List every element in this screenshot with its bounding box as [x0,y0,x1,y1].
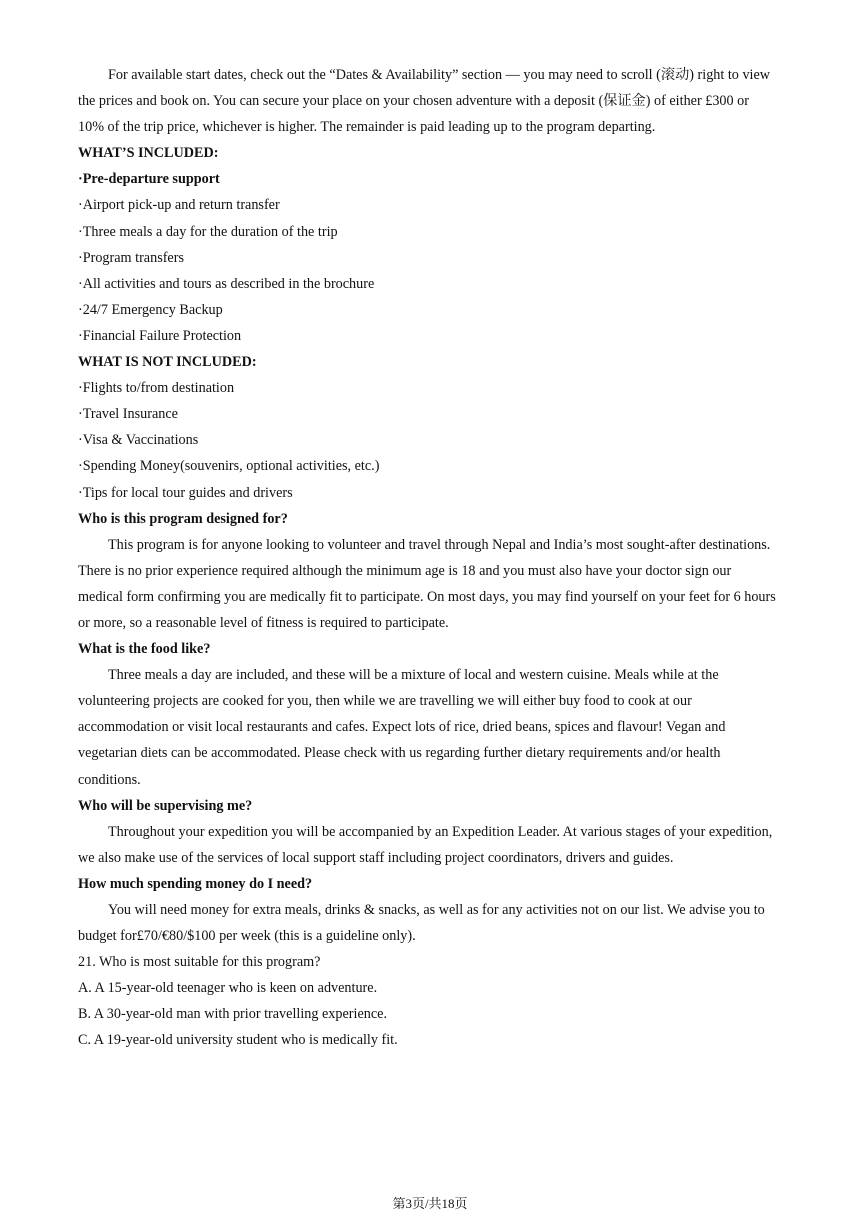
page-content [78,62,778,1054]
faq-answer: Throughout your expedition you will be accompanied by an Expedition Leader. At various stages of your expedition, we also make use of the services of local support staff including project coordinators, drivers and guides. [78,823,773,866]
included-item: ·All activities and tours as described in the brochure [78,275,375,292]
answer-option-a: A. A 15-year-old teenager who is keen on adventure. [78,980,378,997]
faq-answer: This program is for anyone looking to volunteer and travel through Nepal and India’s most sought-after destinations. There is no prior experience required although the minimum age is 18 and you must also have your doctor sign our medical form confirming you are medically fit to participate. On most days, you may find yourself on your feet for 6 hours or more, so a reasonable level of fitness is required to participate. [78,536,776,631]
included-item: ·Program transfers [78,249,184,266]
intro-paragraph: For available start dates, check out the “Dates & Availability” section — you may need to scroll (滚动) right to view the prices and book on. You can secure your place on your chosen adventure with a deposit (保证金) of either £300 or 10% of the trip price, whichever is higher. The remainder is paid leading up to the program departing. [78,67,771,136]
answer-option-c: C. A 19-year-old university student who is medically fit. [78,1032,398,1049]
not-included-item: ·Tips for local tour guides and drivers [78,484,293,501]
answer-option-b: B. A 30-year-old man with prior travelling experience. [78,1006,387,1023]
not-included-item: ·Spending Money(souvenirs, optional activities, etc.) [78,458,380,475]
included-item: ·Three meals a day for the duration of the trip [78,223,338,240]
faq-question: Who is this program designed for? [78,510,288,527]
included-heading: WHAT’S INCLUDED: [78,145,219,162]
included-item: ·Airport pick-up and return transfer [78,197,280,214]
included-item: ·Financial Failure Protection [78,327,242,344]
included-item: ·24/7 Emergency Backup [78,301,223,318]
faq-question: Who will be supervising me? [78,797,253,814]
faq-answer: You will need money for extra meals, drinks & snacks, as well as for any activities not on our list. We advise you to budget for£70/€80/$100 per week (this is a guideline only). [78,902,765,945]
faq-question: What is the food like? [78,641,211,658]
question-stem: 21. Who is most suitable for this program? [78,954,321,971]
not-included-item: ·Flights to/from destination [78,380,235,397]
included-item: ·Pre-departure support [78,171,220,188]
not-included-item: ·Visa & Vaccinations [78,432,199,449]
not-included-item: ·Travel Insurance [78,406,178,423]
faq-answer: Three meals a day are included, and these will be a mixture of local and western cuisine. Meals while at the volunteering projects are cooked for you, then while we are travelling we will either buy food to cook at our accommodation or visit local restaurants and cafes. Expect lots of rice, dried beans, spices and flavour! Vegan and vegetarian diets can be accommodated. Please check with us regarding further dietary requirements and/or health conditions. [78,667,726,788]
not-included-heading: WHAT IS NOT INCLUDED: [78,354,257,371]
page-number-footer: 第3页/共18页 [392,1196,468,1211]
faq-question: How much spending money do I need? [78,875,313,892]
